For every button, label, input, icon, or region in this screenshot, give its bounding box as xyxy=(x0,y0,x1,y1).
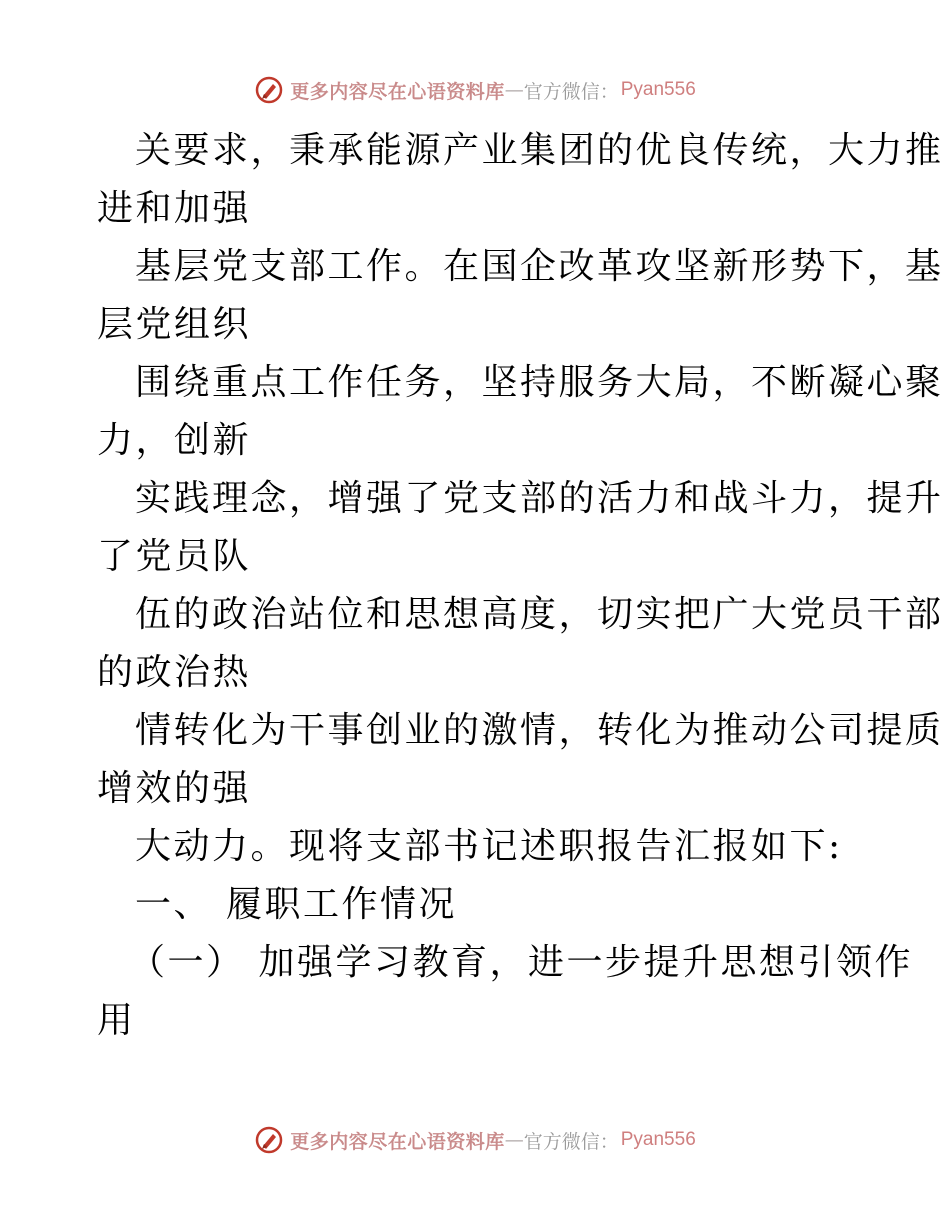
body-line: 进和加强 xyxy=(97,188,252,229)
body-line: 力，创新 xyxy=(97,420,252,461)
body-line: 增效的强 xyxy=(97,768,252,809)
watermark-account-label: 官方微信： xyxy=(523,1130,619,1153)
body-line: 层党组织 xyxy=(97,304,252,345)
body-line: 基层党支部工作。在国企改革攻坚新形势下，基 xyxy=(135,246,944,287)
body-line: 伍的政治站位和思想高度，切实把广大党员干部 xyxy=(135,594,944,635)
document-body xyxy=(97,122,944,1050)
body-line: 关要求，秉承能源产业集团的优良传统，大力推 xyxy=(135,130,944,171)
body-line: 大动力。现将支部书记述职报告汇报如下: xyxy=(135,826,843,867)
pen-logo-icon xyxy=(254,75,284,105)
header-watermark xyxy=(0,70,950,110)
watermark-account-label: 官方微信： xyxy=(523,80,619,103)
watermark-separator: — xyxy=(504,79,524,101)
watermark-brand-text: 更多内容尽在心语资料库 xyxy=(290,1130,505,1153)
subsection-heading: （一） 加强学习教育，进一步提升思想引领作 xyxy=(129,942,913,983)
body-line: 实践理念，增强了党支部的活力和战斗力，提升 xyxy=(135,478,944,519)
watermark-account-id: Pyan556 xyxy=(620,79,696,100)
body-line: 用 xyxy=(97,1000,136,1041)
watermark-separator: — xyxy=(504,1129,524,1151)
watermark-account-id: Pyan556 xyxy=(620,1129,696,1150)
footer-watermark xyxy=(0,1120,950,1160)
section-heading: 一、 履职工作情况 xyxy=(135,884,457,925)
pen-logo-icon xyxy=(254,1125,284,1155)
body-line: 情转化为干事创业的激情，转化为推动公司提质 xyxy=(135,710,944,751)
body-line: 围绕重点工作任务，坚持服务大局，不断凝心聚 xyxy=(135,362,944,403)
watermark-brand-text: 更多内容尽在心语资料库 xyxy=(290,80,505,103)
body-line: 了党员队 xyxy=(97,536,252,577)
body-line: 的政治热 xyxy=(97,652,252,693)
